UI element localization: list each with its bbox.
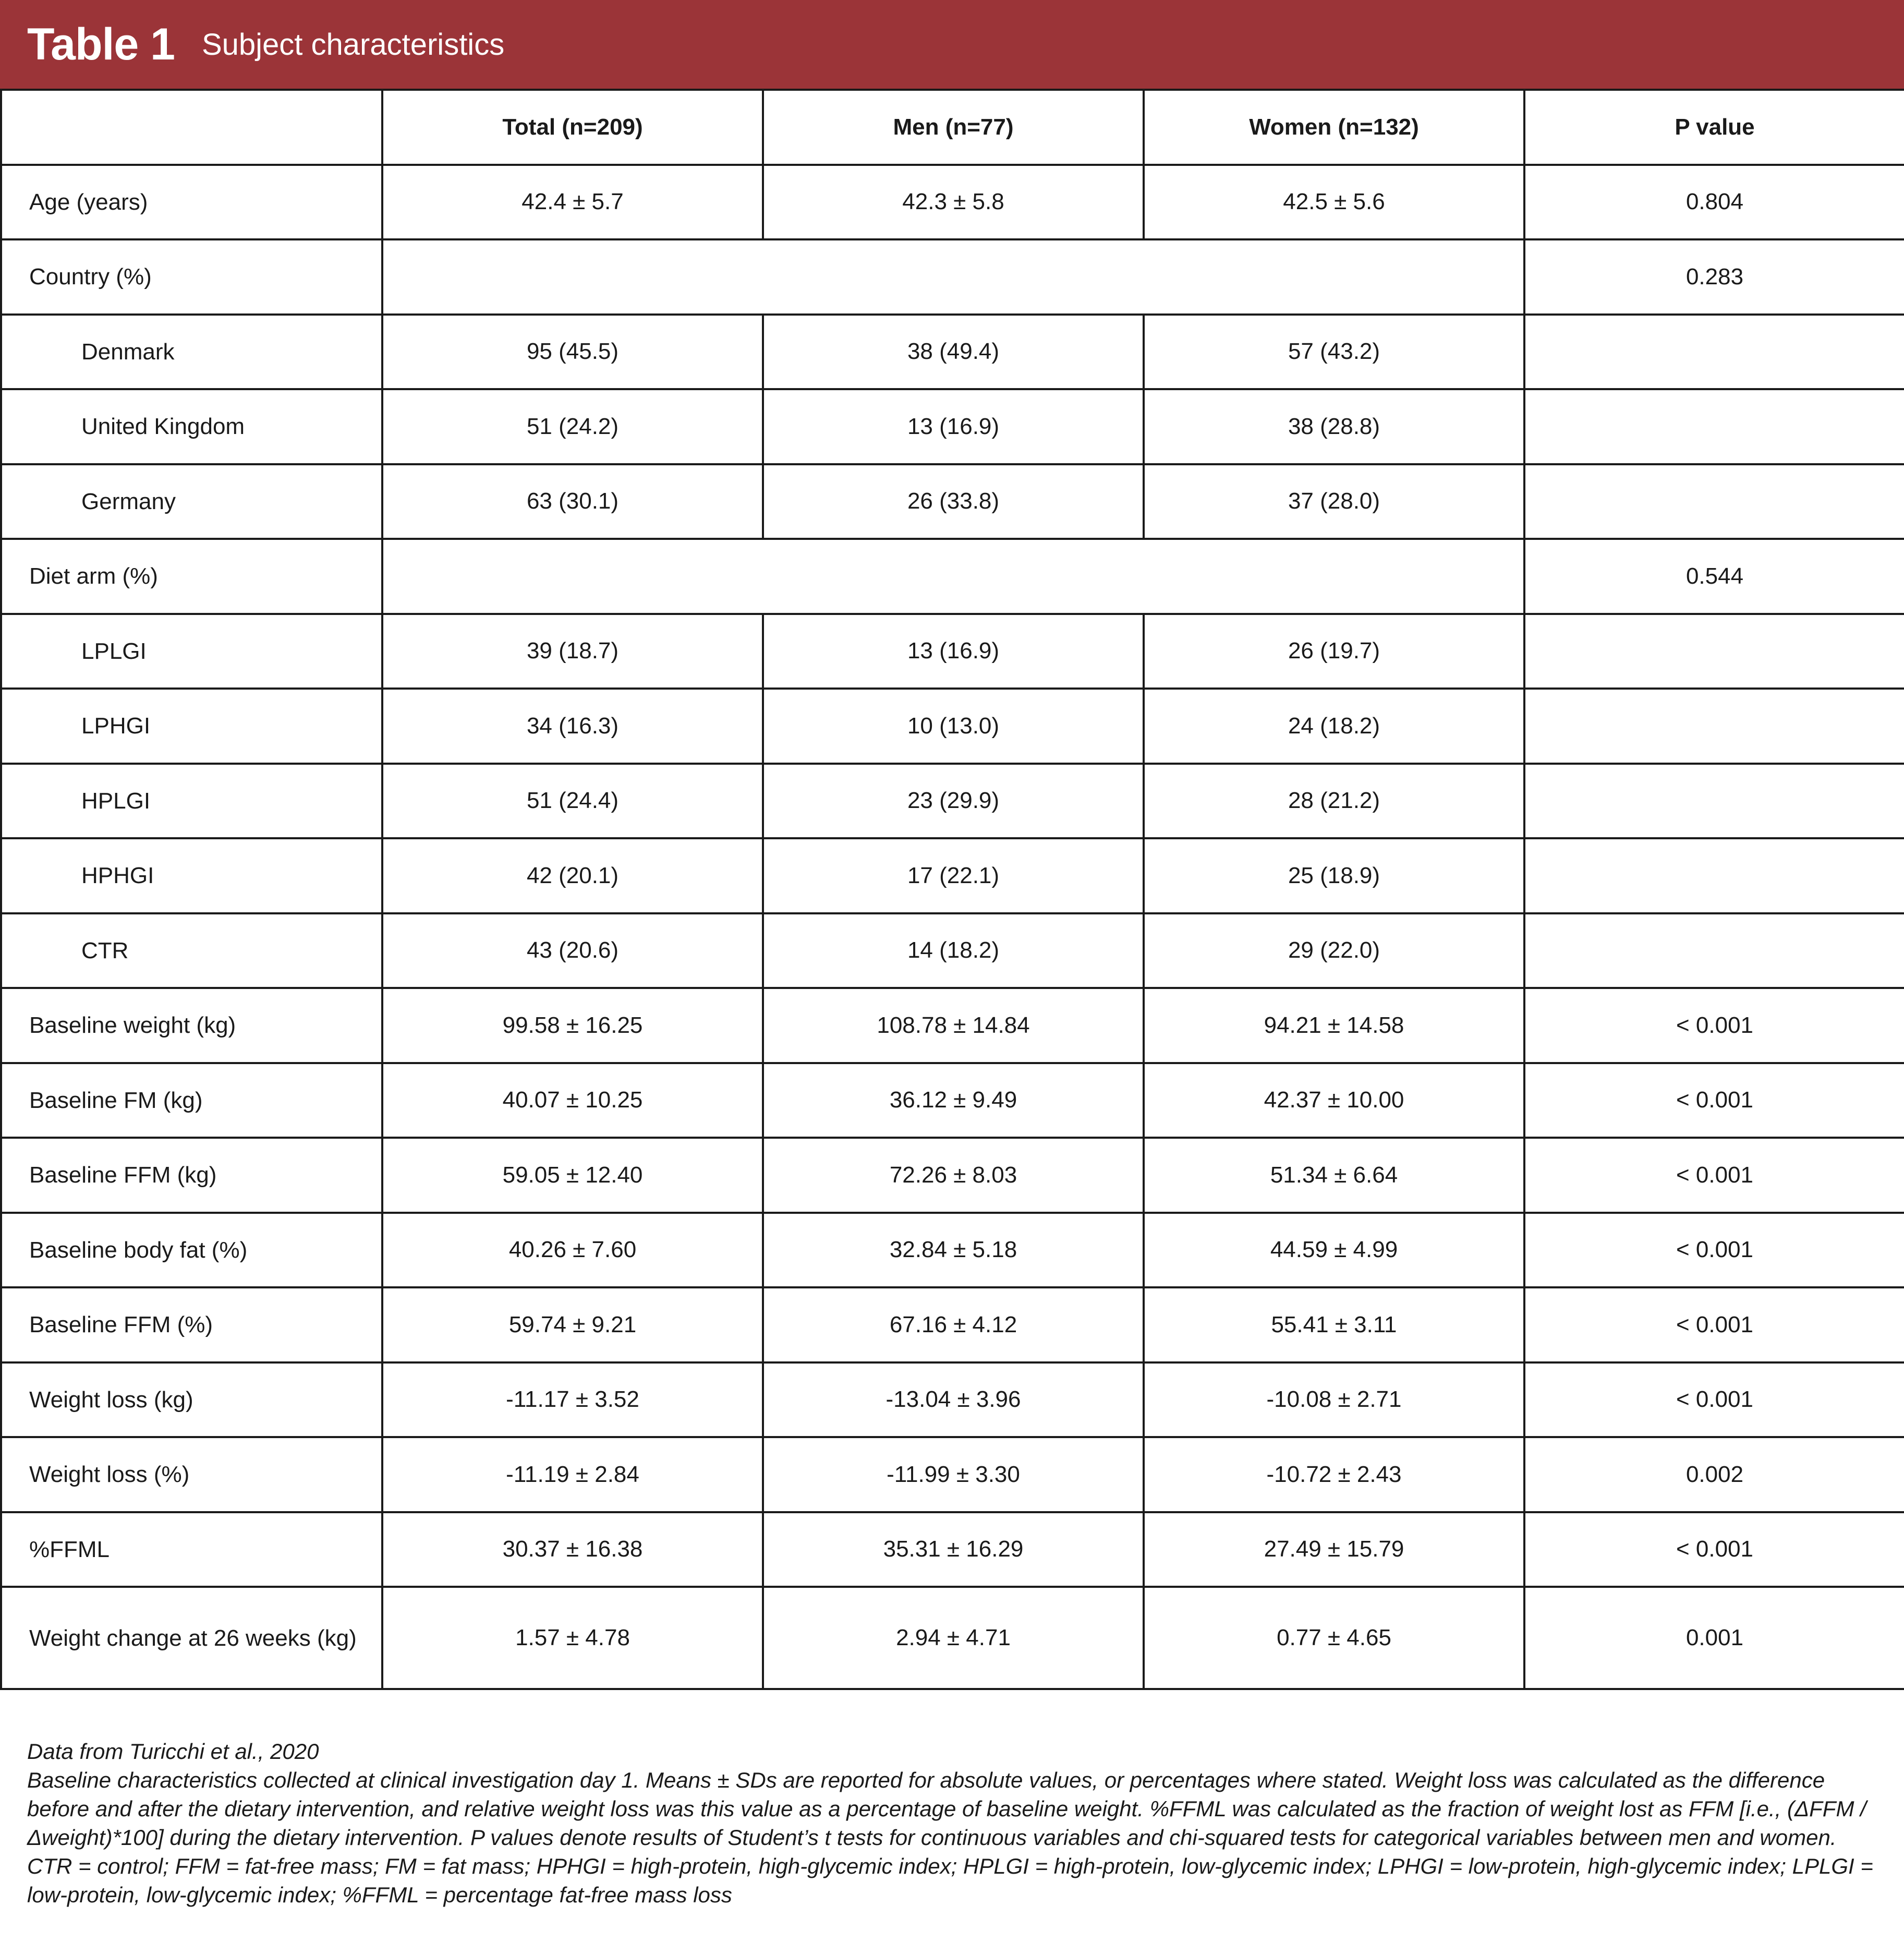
cell-p-value xyxy=(1524,614,1904,689)
cell-women: -10.08 ± 2.71 xyxy=(1144,1362,1524,1438)
cell-women: 37 (28.0) xyxy=(1144,464,1524,539)
cell-men: 67.16 ± 4.12 xyxy=(763,1287,1144,1362)
table-row xyxy=(1,1287,1904,1362)
cell-total: 95 (45.5) xyxy=(382,315,763,390)
cell-total: 63 (30.1) xyxy=(382,464,763,539)
cell-p-value xyxy=(1524,689,1904,764)
cell-women: -10.72 ± 2.43 xyxy=(1144,1437,1524,1512)
cell-total: 34 (16.3) xyxy=(382,689,763,764)
cell-p-value: 0.804 xyxy=(1524,165,1904,240)
cell-men: 10 (13.0) xyxy=(763,689,1144,764)
table-row xyxy=(1,1437,1904,1512)
cell-total: 39 (18.7) xyxy=(382,614,763,689)
table-row xyxy=(1,464,1904,539)
row-label: Germany xyxy=(1,464,382,539)
row-label: Baseline FFM (%) xyxy=(1,1287,382,1362)
cell-women: 38 (28.8) xyxy=(1144,389,1524,464)
cell-women: 29 (22.0) xyxy=(1144,913,1524,988)
table-row xyxy=(1,1362,1904,1438)
footnote-abbreviations: CTR = control; FFM = fat-free mass; FM = fat mass; HPHGI = high-protein, high-glycemic index; HPLGI = high-protein, low-glycemic index; LPHGI = low-protein, high-glycemic index; LPLGI = low-protein, low-glycemic index; %FFML = percentage fat-free mass loss xyxy=(27,1854,1873,1907)
cell-women: 42.5 ± 5.6 xyxy=(1144,165,1524,240)
cell-men: 17 (22.1) xyxy=(763,838,1144,913)
table-row xyxy=(1,1213,1904,1288)
table-row xyxy=(1,539,1904,614)
cell-men: 36.12 ± 9.49 xyxy=(763,1063,1144,1138)
header-men: Men (n=77) xyxy=(763,90,1144,165)
row-label: HPLGI xyxy=(1,764,382,839)
cell-merged-empty xyxy=(382,239,1524,315)
cell-men: 13 (16.9) xyxy=(763,389,1144,464)
row-label: Weight loss (kg) xyxy=(1,1362,382,1438)
cell-total: 43 (20.6) xyxy=(382,913,763,988)
cell-p-value xyxy=(1524,389,1904,464)
row-label: %FFML xyxy=(1,1512,382,1587)
table-row xyxy=(1,1512,1904,1587)
cell-total: 51 (24.2) xyxy=(382,389,763,464)
cell-p-value xyxy=(1524,464,1904,539)
row-label: Baseline FFM (kg) xyxy=(1,1138,382,1213)
table-row xyxy=(1,1138,1904,1213)
cell-total: 40.26 ± 7.60 xyxy=(382,1213,763,1288)
cell-women: 44.59 ± 4.99 xyxy=(1144,1213,1524,1288)
cell-women: 0.77 ± 4.65 xyxy=(1144,1587,1524,1689)
cell-men: 108.78 ± 14.84 xyxy=(763,988,1144,1063)
table-row xyxy=(1,389,1904,464)
cell-p-value xyxy=(1524,315,1904,390)
row-label: Baseline FM (kg) xyxy=(1,1063,382,1138)
cell-men: 14 (18.2) xyxy=(763,913,1144,988)
cell-men: 26 (33.8) xyxy=(763,464,1144,539)
cell-merged-empty xyxy=(382,539,1524,614)
cell-women: 51.34 ± 6.64 xyxy=(1144,1138,1524,1213)
row-label: Country (%) xyxy=(1,239,382,315)
table-caption: Subject characteristics xyxy=(201,27,505,62)
cell-men: 42.3 ± 5.8 xyxy=(763,165,1144,240)
cell-total: 42.4 ± 5.7 xyxy=(382,165,763,240)
cell-men: 2.94 ± 4.71 xyxy=(763,1587,1144,1689)
cell-women: 24 (18.2) xyxy=(1144,689,1524,764)
table-number: Table 1 xyxy=(27,19,175,69)
cell-women: 42.37 ± 10.00 xyxy=(1144,1063,1524,1138)
table-row xyxy=(1,315,1904,390)
cell-total: -11.17 ± 3.52 xyxy=(382,1362,763,1438)
row-label: Weight change at 26 weeks (kg) xyxy=(1,1587,382,1689)
cell-total: 59.74 ± 9.21 xyxy=(382,1287,763,1362)
cell-men: 23 (29.9) xyxy=(763,764,1144,839)
cell-men: 13 (16.9) xyxy=(763,614,1144,689)
cell-p-value: 0.283 xyxy=(1524,239,1904,315)
header-label-col xyxy=(1,90,382,165)
table-row xyxy=(1,689,1904,764)
table-row xyxy=(1,1063,1904,1138)
table-row xyxy=(1,838,1904,913)
cell-p-value: < 0.001 xyxy=(1524,1063,1904,1138)
cell-women: 27.49 ± 15.79 xyxy=(1144,1512,1524,1587)
table-row xyxy=(1,913,1904,988)
table-row xyxy=(1,239,1904,315)
cell-total: 59.05 ± 12.40 xyxy=(382,1138,763,1213)
cell-p-value xyxy=(1524,838,1904,913)
cell-p-value xyxy=(1524,913,1904,988)
table-row xyxy=(1,165,1904,240)
row-label: LPLGI xyxy=(1,614,382,689)
header-total: Total (n=209) xyxy=(382,90,763,165)
cell-women: 94.21 ± 14.58 xyxy=(1144,988,1524,1063)
cell-total: -11.19 ± 2.84 xyxy=(382,1437,763,1512)
cell-p-value: < 0.001 xyxy=(1524,1138,1904,1213)
row-label: Baseline weight (kg) xyxy=(1,988,382,1063)
cell-total: 1.57 ± 4.78 xyxy=(382,1587,763,1689)
table-row xyxy=(1,614,1904,689)
cell-total: 51 (24.4) xyxy=(382,764,763,839)
cell-total: 99.58 ± 16.25 xyxy=(382,988,763,1063)
row-label: Denmark xyxy=(1,315,382,390)
row-label: CTR xyxy=(1,913,382,988)
row-label: LPHGI xyxy=(1,689,382,764)
row-label: Diet arm (%) xyxy=(1,539,382,614)
cell-women: 26 (19.7) xyxy=(1144,614,1524,689)
cell-p-value: < 0.001 xyxy=(1524,988,1904,1063)
cell-women: 25 (18.9) xyxy=(1144,838,1524,913)
cell-men: 38 (49.4) xyxy=(763,315,1144,390)
cell-p-value xyxy=(1524,764,1904,839)
footnote-description: Baseline characteristics collected at clinical investigation day 1. Means ± SDs are reported for absolute values, or percentages where stated. Weight loss was calculated as the difference before and after the dietary intervention, and relative weight loss was this value as a percentage of baseline weight. %FFML was calculated as the fraction of weight lost as FFM [i.e., (ΔFFM / Δweight)*100] during the dietary intervention. P values denote results of Student’s t tests for continuous variables and chi-squared tests for categorical variables between men and women. xyxy=(27,1768,1866,1850)
table-header-row xyxy=(1,90,1904,165)
row-label: Weight loss (%) xyxy=(1,1437,382,1512)
cell-women: 28 (21.2) xyxy=(1144,764,1524,839)
cell-men: -13.04 ± 3.96 xyxy=(763,1362,1144,1438)
table-row xyxy=(1,1587,1904,1689)
cell-p-value: < 0.001 xyxy=(1524,1512,1904,1587)
cell-total: 40.07 ± 10.25 xyxy=(382,1063,763,1138)
row-label: Age (years) xyxy=(1,165,382,240)
header-p-value: P value xyxy=(1524,90,1904,165)
row-label: United Kingdom xyxy=(1,389,382,464)
cell-p-value: < 0.001 xyxy=(1524,1213,1904,1288)
table-footnotes xyxy=(27,1737,1884,1909)
table-row xyxy=(1,764,1904,839)
cell-men: 35.31 ± 16.29 xyxy=(763,1512,1144,1587)
cell-p-value: < 0.001 xyxy=(1524,1362,1904,1438)
cell-total: 42 (20.1) xyxy=(382,838,763,913)
footnote-source: Data from Turicchi et al., 2020 xyxy=(27,1739,319,1764)
cell-p-value: 0.002 xyxy=(1524,1437,1904,1512)
row-label: Baseline body fat (%) xyxy=(1,1213,382,1288)
subject-characteristics-table xyxy=(0,89,1904,1690)
cell-men: 32.84 ± 5.18 xyxy=(763,1213,1144,1288)
row-label: HPHGI xyxy=(1,838,382,913)
table-title-bar xyxy=(0,0,1904,89)
cell-p-value: 0.001 xyxy=(1524,1587,1904,1689)
cell-total: 30.37 ± 16.38 xyxy=(382,1512,763,1587)
table-row xyxy=(1,988,1904,1063)
cell-p-value: < 0.001 xyxy=(1524,1287,1904,1362)
cell-p-value: 0.544 xyxy=(1524,539,1904,614)
cell-women: 57 (43.2) xyxy=(1144,315,1524,390)
cell-men: -11.99 ± 3.30 xyxy=(763,1437,1144,1512)
cell-men: 72.26 ± 8.03 xyxy=(763,1138,1144,1213)
header-women: Women (n=132) xyxy=(1144,90,1524,165)
cell-women: 55.41 ± 3.11 xyxy=(1144,1287,1524,1362)
